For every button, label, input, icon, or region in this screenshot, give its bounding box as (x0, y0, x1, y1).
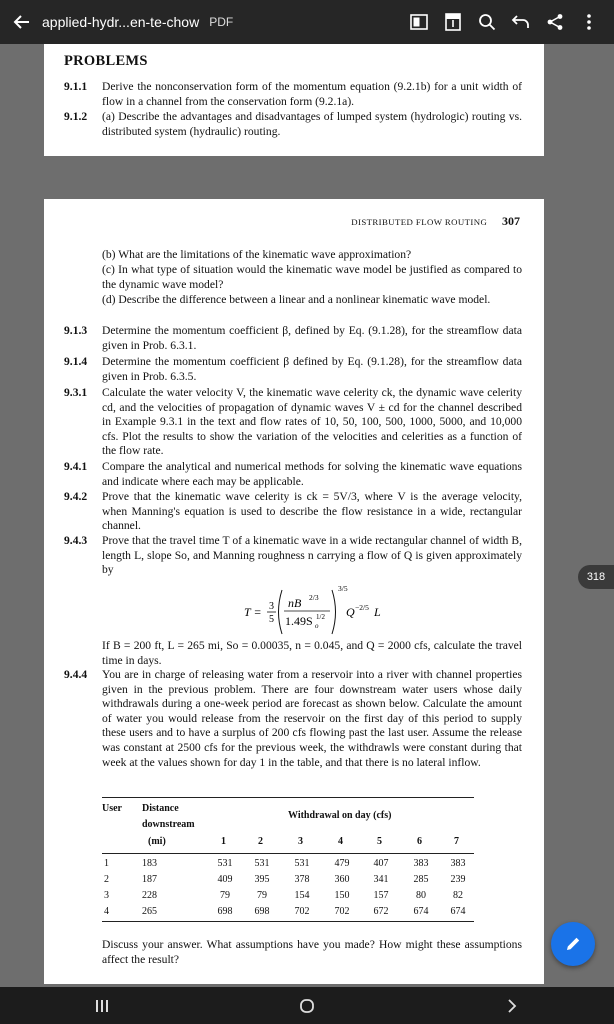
table-cell-user: 1 (104, 858, 109, 869)
subpart-text: (b) What are the limitations of the kinematic wave approximation? (102, 248, 412, 261)
formula-q: Q (346, 605, 355, 619)
table-cell-withdrawal: 479 (334, 858, 350, 869)
table-header-distance: (mi) (148, 836, 166, 847)
problem-number: 9.1.3 (64, 324, 88, 337)
table-group-header: Withdrawal on day (cfs) (288, 810, 392, 821)
bookmark-icon (445, 13, 461, 31)
formula-inner-den-sub: o (315, 622, 319, 630)
problem-text: Determine the momentum coefficient β, defined by Eq. (9.1.28), for the streamflow data given in Prob. 6.3.1. (102, 324, 522, 352)
system-nav-bar (0, 987, 614, 1024)
problem-number: 9.4.2 (64, 490, 88, 503)
search-icon (478, 13, 496, 31)
table-cell-distance: 265 (142, 906, 157, 917)
section-heading: PROBLEMS (64, 53, 148, 69)
table-rule-bottom (102, 921, 474, 922)
top-app-bar (0, 0, 614, 44)
undo-button[interactable] (504, 0, 538, 44)
table-cell-withdrawal: 672 (373, 906, 389, 917)
table-day-header: 7 (454, 836, 459, 847)
page-number: 307 (502, 214, 520, 228)
home-button[interactable] (277, 987, 337, 1024)
problem-number: 9.4.3 (64, 534, 88, 547)
problem-number: 9.1.4 (64, 355, 88, 368)
formula-tail: L (374, 605, 381, 619)
page-indicator-badge[interactable]: 318 (578, 565, 614, 589)
subpart-text: (d) Describe the difference between a linear and a nonlinear kinematic wave model. (102, 293, 491, 306)
table-day-header: 3 (298, 836, 303, 847)
travel-time-formula (234, 582, 404, 638)
table-day-header: 6 (417, 836, 422, 847)
formula-outer-exp: 3/5 (338, 584, 348, 593)
table-cell-user: 4 (104, 906, 109, 917)
table-rule-header (102, 853, 474, 854)
table-cell-withdrawal: 80 (416, 890, 426, 901)
pdf-page (44, 44, 544, 156)
formula-inner-den: 1.49S (285, 614, 313, 628)
problem-text: (a) Describe the advantages and disadvantages of lumped system (hydrologic) routing vs. distributed system (hydraulic) routing. (102, 110, 522, 138)
file-type-label: PDF (209, 15, 234, 29)
running-title: DISTRIBUTED FLOW ROUTING (351, 217, 488, 227)
more-options-icon (586, 13, 592, 31)
table-cell-withdrawal: 285 (413, 874, 429, 885)
home-icon (299, 998, 315, 1014)
bookmark-button[interactable] (436, 0, 470, 44)
table-cell-withdrawal: 698 (254, 906, 270, 917)
table-cell-withdrawal: 383 (450, 858, 466, 869)
closing-text: Discuss your answer. What assumptions have you made? How might these assumptions affect the result? (102, 938, 522, 966)
table-day-header: 1 (221, 836, 226, 847)
running-head (351, 214, 520, 229)
formula-inner-num: nB (288, 596, 302, 610)
table-cell-user: 2 (104, 874, 109, 885)
given-values-text: If B = 200 ft, L = 265 mi, So = 0.00035, n = 0.045, and Q = 2000 cfs, calculate the travel time in days. (102, 639, 522, 667)
table-cell-withdrawal: 360 (334, 874, 350, 885)
table-cell-withdrawal: 674 (450, 906, 466, 917)
table-cell-distance: 228 (142, 890, 157, 901)
formula-inner-den-exp: 1/2 (316, 613, 325, 621)
table-cell-withdrawal: 698 (217, 906, 233, 917)
table-cell-withdrawal: 150 (334, 890, 350, 901)
table-cell-withdrawal: 395 (254, 874, 270, 885)
table-cell-withdrawal: 531 (254, 858, 270, 869)
table-cell-withdrawal: 79 (220, 890, 230, 901)
table-rule-top (102, 797, 474, 798)
undo-icon (511, 13, 531, 31)
problem-number: 9.1.2 (64, 110, 88, 123)
table-cell-withdrawal: 407 (373, 858, 389, 869)
formula-inner-num-exp: 2/3 (309, 593, 319, 602)
problem-number: 9.4.1 (64, 460, 88, 473)
problem-number: 9.4.4 (64, 668, 88, 681)
pencil-icon (564, 935, 582, 953)
table-cell-distance: 183 (142, 858, 157, 869)
formula-coef-den: 5 (269, 614, 274, 625)
problem-text: Determine the momentum coefficient β defined by Eq. (9.1.28), for the streamflow data given in Prob. 6.3.5. (102, 355, 522, 383)
table-cell-withdrawal: 383 (413, 858, 429, 869)
table-header-distance: Distance (142, 803, 179, 814)
table-cell-withdrawal: 674 (413, 906, 429, 917)
table-cell-withdrawal: 702 (294, 906, 310, 917)
reading-mode-icon (410, 14, 428, 30)
table-cell-withdrawal: 378 (294, 874, 310, 885)
reading-mode-button[interactable] (402, 0, 436, 44)
table-header-user: User (102, 803, 122, 814)
formula-lhs: T = (244, 605, 262, 619)
back-arrow-icon (13, 13, 31, 31)
table-day-header: 4 (338, 836, 343, 847)
formula-coef-num: 3 (269, 601, 274, 612)
chevron-right-icon (506, 999, 518, 1013)
table-day-header: 2 (258, 836, 263, 847)
table-header-distance: downstream (142, 819, 195, 830)
table-cell-withdrawal: 531 (217, 858, 233, 869)
edit-fab-button[interactable] (551, 922, 595, 966)
table-cell-withdrawal: 82 (453, 890, 463, 901)
table-day-header: 5 (377, 836, 382, 847)
table-cell-withdrawal: 531 (294, 858, 310, 869)
table-cell-withdrawal: 157 (373, 890, 389, 901)
table-cell-withdrawal: 409 (217, 874, 233, 885)
formula-q-exp: −2/5 (355, 603, 369, 612)
table-cell-distance: 187 (142, 874, 157, 885)
document-title: applied-hydr...en-te-chow (42, 14, 200, 30)
back-button[interactable] (0, 0, 44, 44)
table-cell-user: 3 (104, 890, 109, 901)
problem-text: Compare the analytical and numerical methods for solving the kinematic wave equations and indicate where each may be applicable. (102, 460, 522, 488)
problem-text: Calculate the water velocity V, the kinematic wave celerity ck, the dynamic wave celerity cd, and the velocities of propagation of dynamic waves V ± cd for the channel described in Example 9.3.1 in the text and flow rates of 10, 50, 100, 500, 1000, 5000, and 10,000 cfs. Plot the results to show the variation of the velocities and celerities as a function of the flow rate. (102, 386, 522, 458)
more-options-button[interactable] (572, 0, 606, 44)
problem-number: 9.1.1 (64, 80, 88, 93)
table-cell-withdrawal: 702 (334, 906, 350, 917)
share-button[interactable] (538, 0, 572, 44)
table-cell-withdrawal: 79 (257, 890, 267, 901)
subpart-text: (c) In what type of situation would the kinematic wave model be justified as compared to the dynamic wave model? (102, 263, 522, 291)
problem-text: Prove that the travel time T of a kinematic wave in a wide rectangular channel of width B, length L, slope So, and Manning roughness n carrying a flow of Q is given approximately by (102, 534, 522, 577)
recent-apps-button[interactable] (72, 987, 132, 1024)
back-nav-button[interactable] (482, 987, 542, 1024)
pdf-page (44, 199, 544, 984)
problem-number: 9.3.1 (64, 386, 88, 399)
search-button[interactable] (470, 0, 504, 44)
problem-text: Prove that the kinematic wave celerity is ck = 5V/3, where V is the average velocity, when Manning's equation is used to describe the flow resistance in a wide, rectangular channel. (102, 490, 522, 533)
table-cell-withdrawal: 239 (450, 874, 466, 885)
share-icon (546, 13, 564, 31)
recent-apps-icon (95, 999, 109, 1013)
table-cell-withdrawal: 341 (373, 874, 389, 885)
table-cell-withdrawal: 154 (294, 890, 310, 901)
problem-text: Derive the nonconservation form of the momentum equation (9.2.1b) for a unit width of flow in a channel from the conservation form (9.2.1a). (102, 80, 522, 108)
problem-text: You are in charge of releasing water from a reservoir into a river with channel properties given in the previous problem. There are four downstream water users whose daily withdrawals during a one-week period are forecast as shown below. Calculate the amount of water you would release from the reservoir on the first day of this period to supply these users and to have a surplus of 200 cfs flowing past the last user. Assume the release was constant at 2500 cfs for the previous week, the withdrawls were constant during that week at the values shown for day 1 in the table, and that there is no lateral inflow. (102, 668, 522, 769)
